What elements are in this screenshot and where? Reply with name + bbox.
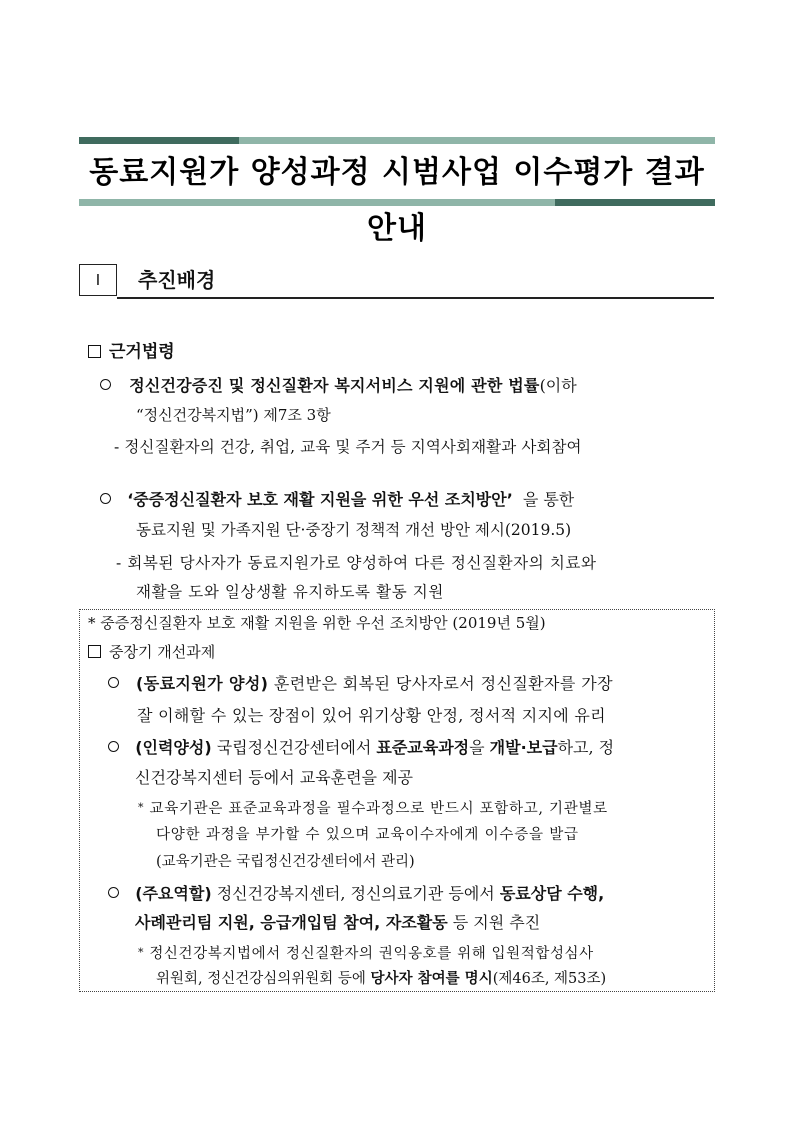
basis-item2-dash1: - 회복된 당사자가 동료지원가로 양성하여 다른 정신질환자의 치료와 — [116, 554, 597, 572]
circle-bullet-icon — [108, 887, 119, 898]
note-p1-line2: 잘 이해할 수 있는 장점이 있어 위기상황 안정, 정서적 지지에 유리 — [137, 706, 606, 725]
note-subheading: 중장기 개선과제 — [88, 640, 215, 664]
basis-item1-line1: 정신건강증진 및 정신질환자 복지서비스 지원에 관한 법률(이하 — [100, 374, 716, 398]
basis-item1-line2: “정신건강복지법”) 제7조 3항 — [136, 406, 331, 424]
note-p2-sub-line3: (교육기관은 국립정신건강센터에서 관리) — [156, 854, 415, 870]
circle-bullet-icon — [100, 379, 111, 390]
square-bullet-icon — [88, 345, 101, 358]
note-p2-sub-line2: 다양한 과정을 부가할 수 있으며 교육이수자에게 이수증을 발급 — [156, 827, 579, 843]
note-p3-line1: (주요역할) 정신건강복지센터, 정신의료기관 등에서 동료상담 수행, — [108, 882, 604, 906]
basis-item2-line1: ‘중증정신질환자 보호 재활 지원을 위한 우선 조치방안’ 을 통한 — [100, 488, 716, 512]
note-p3-line2: 사례관리팀 지원, 응급개입팀 참여, 자조활동 등 지원 추진 — [135, 913, 541, 932]
title-bar-top-light — [239, 137, 715, 144]
note-p2-line2: 신건강복지센터 등에서 교육훈련을 제공 — [135, 768, 414, 787]
basis-item2-dash2: 재활을 도와 일상생활 유지하도록 활동 지원 — [136, 583, 444, 601]
basis-heading: 근거법령 — [88, 340, 175, 364]
note-header: * 중증정신질환자 보호 재활 지원을 위한 우선 조치방안 (2019년 5월) — [88, 614, 546, 632]
basis-item2-line2: 동료지원 및 가족지원 단·중장기 정책적 개선 방안 제시(2019.5) — [136, 521, 572, 539]
section-underline — [117, 297, 714, 299]
title-bar-top-dark — [79, 137, 239, 144]
section-number: Ⅰ — [79, 264, 117, 296]
note-p3-sub-line1: * 정신건강복지법에서 정신질환자의 권익옹호를 위해 입원적합성심사 — [138, 946, 594, 962]
asterisk-icon: * — [138, 946, 145, 959]
title-bar-bottom-dark — [555, 199, 715, 206]
section-heading: 추진배경 — [138, 268, 216, 292]
basis-item1-dash: - 정신질환자의 건강, 취업, 교육 및 주거 등 지역사회재활과 사회참여 — [114, 438, 582, 456]
note-p1-line1: (동료지원가 양성) 훈련받은 회복된 당사자로서 정신질환자를 가장 — [108, 672, 613, 696]
title-bar-bottom-light — [79, 199, 555, 206]
circle-bullet-icon — [108, 741, 119, 752]
circle-bullet-icon — [100, 493, 111, 504]
note-p3-sub-line2: 위원회, 정신건강심의위원회 등에 당사자 참여를 명시(제46조, 제53조) — [156, 971, 607, 987]
circle-bullet-icon — [108, 677, 119, 688]
square-bullet-icon — [88, 645, 101, 658]
asterisk-icon: * — [138, 801, 145, 814]
note-p2-line1: (인력양성) 국립정신건강센터에서 표준교육과정을 개발·보급하고, 정 — [108, 736, 614, 760]
page-title: 동료지원가 양성과정 시범사업 이수평가 결과안내 — [89, 155, 705, 246]
note-p2-sub-line1: * 교육기관은 표준교육과정을 필수과정으로 반드시 포함하고, 기관별로 — [138, 801, 608, 817]
